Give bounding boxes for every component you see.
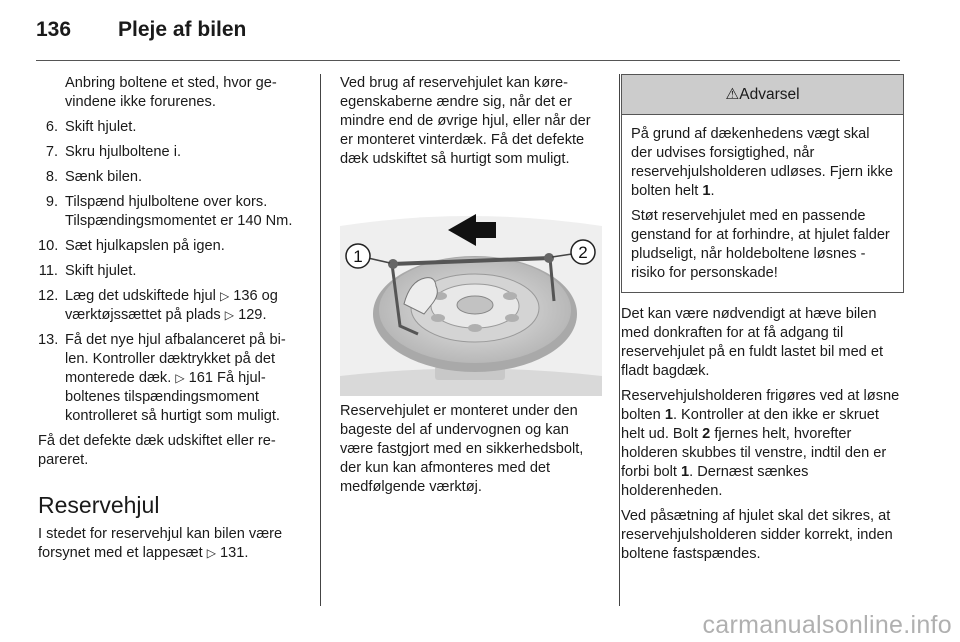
list-item: 7. Skru hjulboltene i. — [45, 144, 182, 160]
column-3 — [621, 74, 904, 564]
paragraph: Ved påsætning af hjulet skal det sikres, at reservehjulsholderen sidder korrekt, inden boltene fastspændes. — [621, 508, 893, 562]
page-ref-link[interactable]: 161 — [188, 370, 213, 386]
column-1 — [38, 74, 304, 563]
section-text: I stedet for reservehjul kan bilen være forsynet med et lappesæt ▷ 131. — [38, 526, 283, 561]
list-item: 6. Skift hjulet. — [45, 119, 137, 135]
warning-title: Advarsel — [739, 86, 800, 103]
page-title: Pleje af bilen — [118, 18, 247, 41]
watermark: carmanualsonline.info — [702, 611, 952, 639]
after-steps-text: Få det defekte dæk udskiftet eller repareret. — [38, 433, 276, 468]
list-item: 13. Få det nye hjul afbalanceret på bilen. Kontroller dæktrykket på det monterede dæk. ▷ 161 Få hjulboltenes tilspændingsmoment kontrolleret så hurtigt som muligt. — [38, 332, 286, 424]
step-list — [38, 118, 304, 426]
list-item: 12. Læg det udskiftede hjul ▷ 136 og værktøjssættet på plads ▷ 129. — [38, 288, 278, 323]
page-ref-link[interactable]: 129 — [238, 307, 263, 323]
spare-wheel-figure — [340, 186, 602, 396]
intro-text: Anbring boltene et sted, hvor gevindene ikke forurenes. — [65, 75, 277, 110]
paragraph: Reservehjulsholderen frigøres ved at løsne bolten 1. Kontroller at den ikke er skruet helt ud. Bolt 2 fjernes helt, hvorefter holderen skubbes til venstre, indtil den er forbi bolt 1. Dernæst sænkes holderenheden. — [621, 388, 900, 499]
callout-label-2: 2 — [578, 243, 588, 262]
page-ref-arrow-icon: ▷ — [206, 546, 216, 560]
page-ref-arrow-icon: ▷ — [224, 308, 235, 322]
warning-paragraph: På grund af dækenhedens vægt skal der udvises forsigtighed, når reservehjulsholderen udløses. Fjern ikke bolten helt 1. — [631, 126, 893, 199]
page-ref-link[interactable]: 136 — [233, 288, 258, 304]
section-heading: Reservehjul — [38, 492, 160, 518]
page-number: 136 — [36, 18, 72, 41]
page-ref-arrow-icon: ▷ — [175, 371, 185, 385]
warning-paragraph: Støt reservehjulet med en passende genstand for at forhindre, at hjulet falder pludseligt, når holdeboltene løsnes - risiko for personskade! — [631, 208, 890, 281]
page-header — [36, 18, 246, 48]
list-item: 8. Sænk bilen. — [45, 169, 143, 185]
warning-triangle-icon: ⚠ — [725, 86, 740, 103]
page-ref-arrow-icon: ▷ — [219, 289, 230, 303]
column-divider — [619, 74, 620, 606]
callout-label-1: 1 — [353, 247, 363, 266]
column-divider — [320, 74, 321, 606]
list-item: 9. Tilspænd hjulboltene over kors. Tilspændingsmomentet er 140 Nm. — [45, 194, 293, 229]
warning-body — [622, 115, 903, 292]
column-2 — [340, 74, 602, 497]
list-item: 10. Sæt hjulkapslen på igen. — [38, 238, 225, 254]
warning-header — [622, 75, 903, 115]
warning-box — [621, 74, 904, 293]
paragraph: Det kan være nødvendigt at hæve bilen med donkraften for at få adgang til reservehjulet på en fuldt lastet bil med et fladt bagdæk. — [621, 306, 884, 379]
paragraph: Reservehjulet er monteret under den bageste del af undervognen og kan være fastgjort med en sikkerhedsbolt, der kun kan afmonteres med det medfølgende værktøj. — [340, 403, 584, 495]
spare-wheel-illustration — [340, 186, 602, 396]
header-divider — [36, 60, 900, 61]
page-ref-link[interactable]: 131 — [220, 545, 245, 561]
paragraph: Ved brug af reservehjulet kan køreegenskaberne ændre sig, når det er mindre end de øvrige hjul, eller når der er monteret vinterdæk. Få det defekte dæk udskiftet så hurtigt som muligt. — [340, 75, 591, 167]
list-item: 11. Skift hjulet. — [38, 263, 137, 279]
